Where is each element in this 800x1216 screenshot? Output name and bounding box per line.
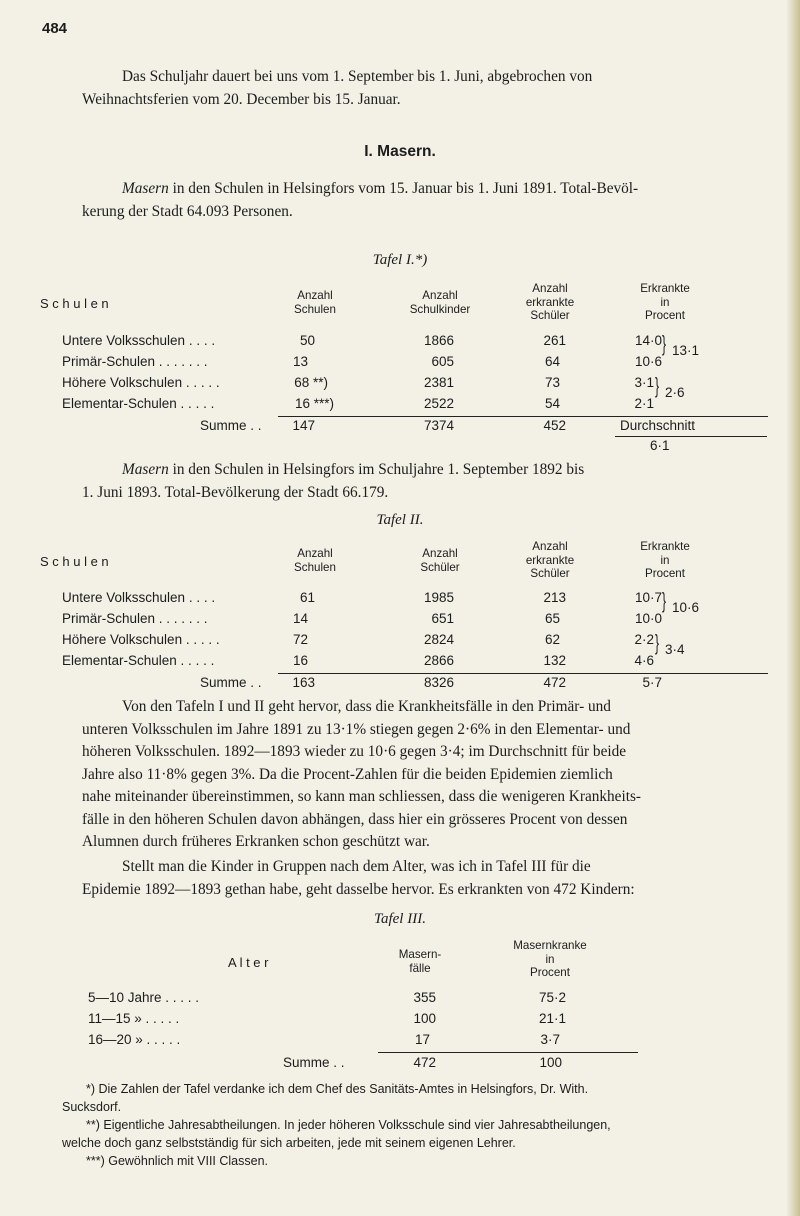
table-1-brace-value: 13·1 [672, 343, 700, 358]
table-1-cell: 16 ***) [294, 396, 334, 411]
header-line: Erkrankte [640, 540, 690, 553]
table-1-row-label: Untere Volksschulen . . . . [62, 333, 216, 348]
footnote-line: *) Die Zahlen der Tafel verdanke ich dem Chef des Sanitäts-Amtes in Helsingfors, Dr. With. [86, 1082, 589, 1096]
table-2-cell: 2866 [423, 653, 454, 668]
header-line: Procent [530, 966, 570, 979]
paragraph-3 [82, 696, 756, 854]
page-edge [786, 0, 800, 1216]
paragraph-1-rest: in den Schulen in Helsingfors vom 15. Januar bis 1. Juni 1891. Total-Bevöl- [168, 180, 639, 197]
header-line: Procent [645, 567, 685, 580]
table-1-cell: 10·6 [634, 354, 662, 369]
table-2-header-col1 [280, 547, 350, 574]
footnote-line: Sucksdorf. [62, 1100, 122, 1114]
paragraph-3-line: Von den Tafeln I und II geht hervor, dass die Krankheitsfälle in den Primär- und [122, 698, 611, 715]
paragraph-2-line-1 [82, 459, 756, 482]
table-2-header-col4 [620, 540, 710, 581]
table-2-header-col2 [390, 547, 490, 574]
header-line: Anzahl [532, 282, 568, 295]
table-2-row-label: Elementar-Schulen . . . . . [62, 653, 215, 668]
section-title: I. Masern. [364, 143, 436, 160]
table-2-cell: 5·7 [642, 675, 662, 690]
table-1-summe-label: Summe . . [200, 418, 262, 433]
header-line: Masernkranke [513, 939, 587, 952]
table-3-caption: Tafel III. [374, 911, 426, 927]
footnote-line: welche doch ganz selbstständig für sich arbeiten, jede mit seinem eigenen Lehrer. [62, 1136, 516, 1150]
paragraph-3-line: nahe miteinander übereinstimmen, so kann man schliessen, dass die wenigeren Krankheits- [82, 788, 642, 805]
paragraph-1-line-2: kerung der Stadt 64.093 Personen. [82, 202, 293, 220]
footnote-line: **) Eigentliche Jahresabtheilungen. In jeder höheren Volksschule sind vier Jahresabtheilungen, [86, 1118, 611, 1132]
table-1-row-label: Elementar-Schulen . . . . . [62, 396, 215, 411]
header-line: Procent [645, 309, 685, 322]
header-line: Schulen [294, 302, 336, 316]
table-3-row-label: 16—20 » . . . . . [88, 1032, 181, 1047]
table-2-row-label: Höhere Volkschulen . . . . . [62, 632, 220, 647]
table-2-cell: 2·2 [634, 632, 654, 647]
table-1-brace-value: 2·6 [665, 385, 685, 400]
table-2-row-label: Untere Volksschulen . . . . [62, 590, 216, 605]
table-2-cell: 10·0 [634, 611, 662, 626]
brace-icon: } [655, 373, 660, 398]
table-1-cell: 73 [544, 375, 560, 390]
table-2-cell: 16 [292, 653, 308, 668]
header-line: in [660, 553, 670, 567]
table-3-cell: 21·1 [538, 1011, 566, 1026]
table-1-header-col4 [620, 282, 710, 323]
table-2-summe-label: Summe . . [200, 675, 262, 690]
table-3-row-label: 5—10 Jahre . . . . . [88, 990, 200, 1005]
paragraph-2 [82, 459, 756, 504]
table-1-caption: Tafel I.*) [372, 252, 428, 268]
footnote-line: ***) Gewöhnlich mit VIII Classen. [86, 1154, 269, 1168]
intro-paragraph [82, 66, 756, 111]
paragraph-4-line: Epidemie 1892—1893 gethan habe, geht dasselbe hervor. Es erkrankten von 472 Kindern: [82, 880, 635, 898]
table-3-cell: 472 [413, 1055, 436, 1070]
paragraph-1-italic: Masern [122, 180, 169, 197]
header-line: Schüler [530, 309, 570, 322]
paragraph-3-line: unteren Volksschulen im Jahre 1891 zu 13·1% stiegen gegen 2·6% in den Elementar- und [82, 720, 631, 738]
header-line: Anzahl [297, 547, 333, 560]
table-2-cell: 651 [431, 611, 454, 626]
table-1-cell: 14·0 [634, 333, 662, 348]
table-3-cell: 75·2 [538, 990, 566, 1005]
intro-line-1: Das Schuljahr dauert bei uns vom 1. September bis 1. Juni, abgebrochen von [122, 68, 593, 85]
table-3-cell: 100 [413, 1011, 436, 1026]
table-1-cell: 68 **) [294, 375, 328, 390]
header-line: Anzahl [532, 540, 568, 553]
table-2-cell: 4·6 [634, 653, 654, 668]
table-2-brace-value: 3·4 [665, 642, 685, 657]
table-1-cell: 3·1 [634, 375, 654, 390]
table-2-header-col3 [510, 540, 590, 581]
paragraph-3-line: Jahre also 11·8% gegen 3%. Da die Procent-Zahlen für die beiden Epidemien ziemlich [82, 765, 613, 783]
table-3-header-col2 [495, 939, 605, 980]
table-1-sum-rule [278, 416, 768, 417]
table-1-header-schulen: S c h u l e n [40, 296, 109, 311]
header-line: erkrankte [525, 553, 575, 567]
header-line: fälle [409, 961, 431, 975]
page-number: 484 [42, 20, 68, 37]
brace-icon: } [662, 588, 667, 613]
table-2-cell: 8326 [423, 675, 454, 690]
header-line: in [660, 295, 670, 309]
header-line: Anzahl [422, 547, 458, 560]
table-2-cell: 72 [292, 632, 308, 647]
table-2-cell: 163 [292, 675, 315, 690]
table-2-cell: 10·7 [634, 590, 662, 605]
paragraph-1-line-1 [82, 178, 756, 201]
table-1-cell: 147 [292, 418, 315, 433]
table-3-summe-label: Summe . . [283, 1055, 345, 1070]
table-1-cell: 605 [431, 354, 454, 369]
header-line: Schulen [294, 560, 336, 574]
table-3-cell: 3·7 [540, 1032, 560, 1047]
paragraph-4 [82, 856, 756, 901]
table-1-row-label: Höhere Volkschulen . . . . . [62, 375, 220, 390]
header-line: Anzahl [422, 289, 458, 302]
table-3-header-col1 [385, 948, 455, 975]
header-line: Erkrankte [640, 282, 690, 295]
table-1-header-col1 [280, 289, 350, 316]
header-line: Masern- [398, 948, 442, 961]
table-3-header-alter: A l t e r [228, 955, 269, 970]
table-1-durchschnitt-rule [615, 436, 767, 437]
brace-icon: } [655, 630, 660, 655]
paragraph-2-rest: in den Schulen in Helsingfors im Schuljahre 1. September 1892 bis [168, 461, 585, 478]
table-2-header-schulen: S c h u l e n [40, 554, 109, 569]
table-1-cell: 2·1 [634, 396, 654, 411]
table-1-row-label: Primär-Schulen . . . . . . . [62, 354, 208, 369]
paragraph-3-line: Alumnen durch früheres Erkranken schon geschützt war. [82, 833, 430, 850]
table-2-cell: 14 [292, 611, 308, 626]
paragraph-1 [82, 178, 756, 223]
table-1-header-col2 [390, 289, 490, 316]
table-2-cell: 2824 [423, 632, 454, 647]
table-2-cell: 1985 [423, 590, 454, 605]
table-1-cell: 261 [543, 333, 566, 348]
table-2-cell: 472 [543, 675, 566, 690]
table-1-cell: 1866 [423, 333, 454, 348]
table-1-cell: 54 [544, 396, 560, 411]
table-3-cell: 17 [414, 1032, 430, 1047]
table-1-durchschnitt-value: 6·1 [650, 438, 670, 453]
table-3-row-label: 11—15 » . . . . . [88, 1011, 180, 1026]
table-1-cell: 13 [292, 354, 308, 369]
paragraph-2-line-2: 1. Juni 1893. Total-Bevölkerung der Stadt 66.179. [82, 483, 389, 501]
table-1-cell: 64 [544, 354, 560, 369]
table-1-cell: 7374 [423, 418, 454, 433]
table-3-sum-rule [378, 1052, 638, 1053]
table-2-brace-value: 10·6 [672, 600, 700, 615]
table-3-cell: 355 [413, 990, 436, 1005]
header-line: erkrankte [525, 295, 575, 309]
table-2-cell: 62 [544, 632, 560, 647]
table-2-cell: 65 [544, 611, 560, 626]
table-2-cell: 61 [299, 590, 315, 605]
table-1-cell: 50 [299, 333, 315, 348]
table-1-durchschnitt-label: Durchschnitt [620, 418, 696, 433]
paragraph-3-line: höheren Volksschulen. 1892—1893 wieder zu 10·6 gegen 3·4; im Durchschnitt für beide [82, 743, 627, 760]
table-2-caption: Tafel II. [376, 512, 424, 528]
table-3-cell: 100 [539, 1055, 562, 1070]
paragraph-3-line: fälle in den höheren Schulen davon abhängen, dass hier ein grösseres Procent von dessen [82, 810, 628, 828]
table-1-cell: 2522 [423, 396, 454, 411]
header-line: Schulkinder [409, 302, 471, 316]
table-2-cell: 132 [543, 653, 566, 668]
paragraph-4-line: Stellt man die Kinder in Gruppen nach dem Alter, was ich in Tafel III für die [122, 858, 591, 875]
table-1-header-col3 [510, 282, 590, 323]
intro-line-2: Weihnachtsferien vom 20. December bis 15. Januar. [82, 90, 401, 108]
table-2-row-label: Primär-Schulen . . . . . . . [62, 611, 208, 626]
paragraph-2-italic: Masern [122, 461, 169, 478]
header-line: Anzahl [297, 289, 333, 302]
table-1-cell: 452 [543, 418, 566, 433]
brace-icon: } [662, 331, 667, 356]
header-line: Schüler [530, 567, 570, 580]
table-2-cell: 213 [543, 590, 566, 605]
table-1-cell: 2381 [423, 375, 454, 390]
header-line: in [545, 952, 555, 966]
header-line: Schüler [420, 560, 460, 574]
table-2-sum-rule [278, 673, 768, 674]
footnotes [62, 1080, 762, 1170]
